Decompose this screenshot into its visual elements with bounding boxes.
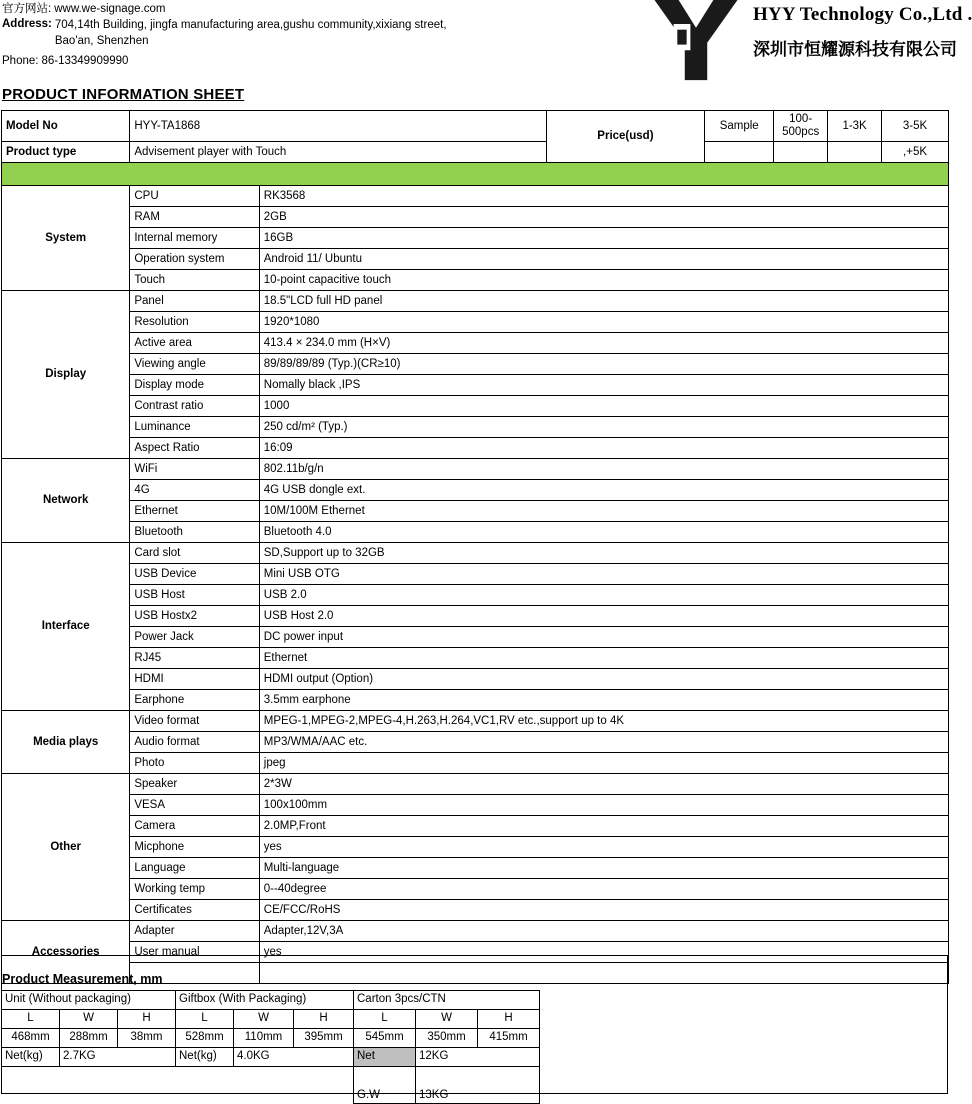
- table-row-model: [2, 111, 949, 142]
- spec-key: Card slot: [130, 543, 259, 564]
- table-row: [2, 270, 949, 291]
- measurement-dim-header-row: [2, 1010, 540, 1029]
- spec-value: 2GB: [259, 207, 948, 228]
- val-1-h: 395mm: [294, 1029, 354, 1048]
- spec-key: Aspect Ratio: [130, 438, 259, 459]
- spec-key: Viewing angle: [130, 354, 259, 375]
- spec-key: Contrast ratio: [130, 396, 259, 417]
- measurement-title: Product Measurement, mm: [2, 972, 163, 986]
- spec-value: 89/89/89/89 (Typ.)(CR≥10): [259, 354, 948, 375]
- qty-tier-1: 100-500pcs: [774, 111, 828, 142]
- type-label: Product type: [2, 142, 130, 163]
- spec-value: SD,Support up to 32GB: [259, 543, 948, 564]
- qty-empty-2: [828, 142, 882, 163]
- val-1-l: 528mm: [176, 1029, 234, 1048]
- spec-value: MP3/WMA/AAC etc.: [259, 732, 948, 753]
- spec-value: Nomally black ,IPS: [259, 375, 948, 396]
- dim-1-w: W: [234, 1010, 294, 1029]
- measurement-weight-row: [2, 1048, 540, 1067]
- spec-key: Certificates: [130, 900, 259, 921]
- spec-value: 250 cd/m² (Typ.): [259, 417, 948, 438]
- spec-key: RAM: [130, 207, 259, 228]
- spec-value: 413.4 × 234.0 mm (H×V): [259, 333, 948, 354]
- spec-value: 16:09: [259, 438, 948, 459]
- spec-key: USB Hostx2: [130, 606, 259, 627]
- spec-value: Bluetooth 4.0: [259, 522, 948, 543]
- blank-1: [60, 1067, 176, 1104]
- val-0-l: 468mm: [2, 1029, 60, 1048]
- table-row: [2, 375, 949, 396]
- val-0-w: 288mm: [60, 1029, 118, 1048]
- val-1-w: 110mm: [234, 1029, 294, 1048]
- price-label: Price(usd): [546, 111, 705, 163]
- spec-key: HDMI: [130, 669, 259, 690]
- spec-key: Audio format: [130, 732, 259, 753]
- spec-key: Panel: [130, 291, 259, 312]
- table-row: [2, 879, 949, 900]
- table-row: [2, 312, 949, 333]
- section-label-media-plays: Media plays: [2, 711, 130, 774]
- section-label-accessories: Accessories: [2, 921, 130, 984]
- website-label: 官方网站:: [2, 3, 52, 15]
- val-0-h: 38mm: [118, 1029, 176, 1048]
- spec-key: Video format: [130, 711, 259, 732]
- table-row: [2, 501, 949, 522]
- spec-key: Ethernet: [130, 501, 259, 522]
- spec-key: Bluetooth: [130, 522, 259, 543]
- section-label-interface: Interface: [2, 543, 130, 711]
- logo-text-block: [753, 4, 972, 60]
- qty-tier-2: 1-3K: [828, 111, 882, 142]
- specification-table: [1, 110, 949, 984]
- measurement-section: [0, 958, 948, 1104]
- measurement-gw-row: [2, 1067, 540, 1104]
- weight-value-2: 12KG: [416, 1048, 540, 1067]
- model-label: Model No: [2, 111, 130, 142]
- weight-label-2: Net: [354, 1048, 416, 1067]
- table-row-type: [2, 142, 949, 163]
- table-row: [2, 459, 949, 480]
- table-row: [2, 774, 949, 795]
- table-row: [2, 711, 949, 732]
- table-row: [2, 669, 949, 690]
- spec-key: Luminance: [130, 417, 259, 438]
- weight-value-0: 2.7KG: [60, 1048, 176, 1067]
- blank-2: [176, 1067, 234, 1104]
- spec-value: Mini USB OTG: [259, 564, 948, 585]
- table-row: [2, 732, 949, 753]
- logo-chinese-name: 深圳市恒耀源科技有限公司: [753, 40, 957, 60]
- section-label-other: Other: [2, 774, 130, 921]
- spec-key: Working temp: [130, 879, 259, 900]
- spec-value: USB Host 2.0: [259, 606, 948, 627]
- table-row: [2, 795, 949, 816]
- measurement-group-header-row: [2, 991, 540, 1010]
- table-row: [2, 333, 949, 354]
- measurement-group-1-name: Giftbox (With Packaging): [176, 991, 354, 1010]
- spec-value: MPEG-1,MPEG-2,MPEG-4,H.263,H.264,VC1,RV etc.,support up to 4K: [259, 711, 948, 732]
- spec-value: 802.11b/g/n: [259, 459, 948, 480]
- spec-key: Active area: [130, 333, 259, 354]
- spec-key: Language: [130, 858, 259, 879]
- blank-0: [2, 1067, 60, 1104]
- spec-key: Earphone: [130, 690, 259, 711]
- spec-key: Resolution: [130, 312, 259, 333]
- table-row: [2, 396, 949, 417]
- spec-value: 10-point capacitive touch: [259, 270, 948, 291]
- blank-3: [234, 1067, 354, 1104]
- spec-key: Internal memory: [130, 228, 259, 249]
- spec-key: User manual: [130, 942, 259, 963]
- val-2-w: 350mm: [416, 1029, 478, 1048]
- table-row: [2, 417, 949, 438]
- section-label-display: Display: [2, 291, 130, 459]
- section-label-network: Network: [2, 459, 130, 543]
- weight-value-1: 4.0KG: [234, 1048, 354, 1067]
- table-row: [2, 543, 949, 564]
- table-row: [2, 186, 949, 207]
- spec-key: Camera: [130, 816, 259, 837]
- table-row: [2, 207, 949, 228]
- spec-value: 4G USB dongle ext.: [259, 480, 948, 501]
- spec-value: 2.0MP,Front: [259, 816, 948, 837]
- dim-1-l: L: [176, 1010, 234, 1029]
- section-label-system: System: [2, 186, 130, 291]
- table-row: [2, 816, 949, 837]
- phone-value: 86-13349909990: [41, 55, 129, 67]
- spec-value: jpeg: [259, 753, 948, 774]
- dim-0-w: W: [60, 1010, 118, 1029]
- spec-value: Multi-language: [259, 858, 948, 879]
- spec-value: yes: [259, 837, 948, 858]
- table-row: [2, 921, 949, 942]
- spec-value: RK3568: [259, 186, 948, 207]
- measurement-group-0-name: Unit (Without packaging): [2, 991, 176, 1010]
- table-row: [2, 585, 949, 606]
- hyy-logo-icon: [648, 0, 744, 82]
- table-row: [2, 837, 949, 858]
- address-label: Address:: [2, 18, 52, 30]
- dim-2-l: L: [354, 1010, 416, 1029]
- table-row: [2, 354, 949, 375]
- spec-value: 0--40degree: [259, 879, 948, 900]
- address-value: 704,14th Building, jingfa manufacturing area,gushu community,xixiang street, Bao'an, Shenzhen: [54, 19, 447, 47]
- green-divider-row: [2, 163, 949, 186]
- table-row: [2, 438, 949, 459]
- spec-value: 3.5mm earphone: [259, 690, 948, 711]
- table-row: [2, 606, 949, 627]
- company-logo: [528, 0, 972, 80]
- spec-key: WiFi: [130, 459, 259, 480]
- dim-0-l: L: [2, 1010, 60, 1029]
- measurement-group-2-name: Carton 3pcs/CTN: [354, 991, 540, 1010]
- spec-value: CE/FCC/RoHS: [259, 900, 948, 921]
- spec-key: 4G: [130, 480, 259, 501]
- spec-value: 16GB: [259, 228, 948, 249]
- spec-key: Speaker: [130, 774, 259, 795]
- document-header: [0, 0, 972, 80]
- spec-key: Micphone: [130, 837, 259, 858]
- spec-key: VESA: [130, 795, 259, 816]
- dim-2-w: W: [416, 1010, 478, 1029]
- spec-key: Power Jack: [130, 627, 259, 648]
- val-2-h: 415mm: [478, 1029, 540, 1048]
- dim-2-h: H: [478, 1010, 540, 1029]
- website-value: www.we-signage.com: [54, 3, 166, 15]
- table-row: [2, 627, 949, 648]
- table-row: [2, 291, 949, 312]
- spec-key: USB Host: [130, 585, 259, 606]
- spec-value: 100x100mm: [259, 795, 948, 816]
- qty-empty-1: [774, 142, 828, 163]
- spec-value: Android 11/ Ubuntu: [259, 249, 948, 270]
- table-row: [2, 249, 949, 270]
- spec-value: Adapter,12V,3A: [259, 921, 948, 942]
- spec-value: DC power input: [259, 627, 948, 648]
- qty-tier-3: 3-5K: [882, 111, 949, 142]
- qty-tier-0: Sample: [705, 111, 774, 142]
- qty-tier-4-empty: [705, 142, 774, 163]
- spec-value: yes: [259, 942, 948, 963]
- spec-key: Operation system: [130, 249, 259, 270]
- phone-label: Phone:: [2, 55, 39, 67]
- spec-key: CPU: [130, 186, 259, 207]
- spec-key: RJ45: [130, 648, 259, 669]
- table-row: [2, 522, 949, 543]
- table-row: [2, 753, 949, 774]
- spec-value: Ethernet: [259, 648, 948, 669]
- table-row: [2, 564, 949, 585]
- spec-value: 1920*1080: [259, 312, 948, 333]
- spec-key: Display mode: [130, 375, 259, 396]
- table-row: [2, 228, 949, 249]
- spec-key: Touch: [130, 270, 259, 291]
- green-divider: [2, 163, 949, 186]
- weight-label-1: Net(kg): [176, 1048, 234, 1067]
- table-row: [2, 690, 949, 711]
- logo-english-name: HYY Technology Co.,Ltd .: [753, 4, 972, 25]
- table-row: [2, 900, 949, 921]
- dim-0-h: H: [118, 1010, 176, 1029]
- dim-1-h: H: [294, 1010, 354, 1029]
- type-value: Advisement player with Touch: [130, 142, 546, 163]
- spec-value: 18.5"LCD full HD panel: [259, 291, 948, 312]
- spec-key: USB Device: [130, 564, 259, 585]
- spec-value: 10M/100M Ethernet: [259, 501, 948, 522]
- spec-value: 1000: [259, 396, 948, 417]
- table-row: [2, 858, 949, 879]
- page-title: PRODUCT INFORMATION SHEET: [2, 86, 245, 103]
- table-row: [2, 648, 949, 669]
- spec-key: Photo: [130, 753, 259, 774]
- spec-value: 2*3W: [259, 774, 948, 795]
- measurement-values-row: [2, 1029, 540, 1048]
- weight-label-0: Net(kg): [2, 1048, 60, 1067]
- spec-value: HDMI output (Option): [259, 669, 948, 690]
- table-row: [2, 480, 949, 501]
- spec-value: USB 2.0: [259, 585, 948, 606]
- spec-key: Adapter: [130, 921, 259, 942]
- measurement-table: [1, 990, 540, 1104]
- qty-tier-4: ,+5K: [882, 142, 949, 163]
- weight-label-3: G.W: [354, 1067, 416, 1104]
- val-2-l: 545mm: [354, 1029, 416, 1048]
- weight-value-3: 13KG: [416, 1067, 540, 1104]
- model-value: HYY-TA1868: [130, 111, 546, 142]
